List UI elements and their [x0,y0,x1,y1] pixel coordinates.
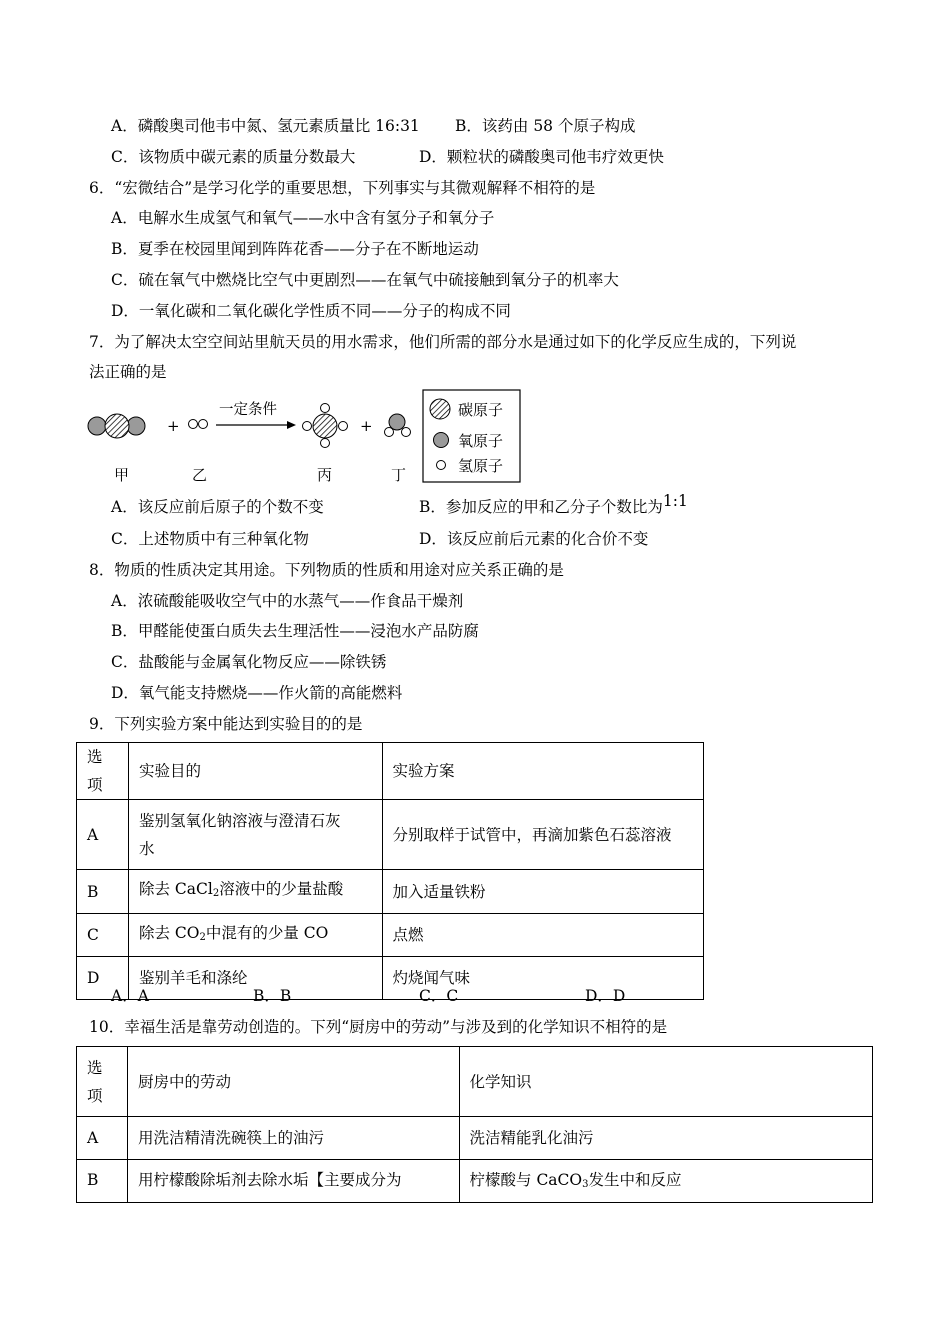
q9-stem: 9．下列实验方案中能达到实验目的的是 [89,715,363,733]
label-bing: 丙 [317,466,333,484]
row-goal [128,914,382,957]
row-labor: 用柠檬酸除垢剂去除水垢【主要成分为 [127,1160,459,1203]
q6-option-b: B．夏季在校园里闻到阵阵花香——分子在不断地运动 [111,240,479,258]
row-plan: 加入适量铁粉 [382,870,703,914]
q7-option-d: D．该反应前后元素的化合价不变 [419,530,649,548]
row-goal-subscript: 2 [212,888,220,899]
table-header-row [77,1047,873,1117]
row-labor: 用洗洁精清洗碗筷上的油污 [127,1117,459,1160]
q9-answer-c: C．C [419,987,459,1005]
header-option-line2: 项 [87,1086,103,1105]
row-goal-line1: 鉴别氢氧化钠溶液与澄清石灰 [138,811,341,830]
q5-option-c: C．该物质中碳元素的质量分数最大 [111,148,356,166]
q7-option-b [419,492,688,517]
legend [423,390,520,482]
table-row [77,1160,873,1203]
table-header-row [77,743,704,800]
row-knowledge-pre: 柠檬酸与 CaCO [469,1171,583,1189]
molecule-ding [385,414,411,437]
row-knowledge-subscript: 3 [582,1179,589,1190]
q8-option-d: D．氧气能支持燃烧——作火箭的高能燃料 [111,684,403,702]
q8-option-c: C．盐酸能与金属氧化物反应——除铁锈 [111,653,387,671]
q8-option-b: B．甲醛能使蛋白质失去生理活性——浸泡水产品防腐 [111,622,479,640]
table-row [77,870,704,914]
q5-option-b: B．该药由 58 个原子构成 [455,117,636,135]
q7-option-c: C．上述物质中有三种氧化物 [111,530,309,548]
q6-option-d: D．一氧化碳和二氧化碳化学性质不同——分子的构成不同 [111,302,511,320]
header-plan: 实验方案 [382,743,703,800]
q6-option-a: A．电解水生成氢气和氧气——水中含有氢分子和氧分子 [111,209,495,227]
legend-oxygen-label: 氧原子 [458,432,504,450]
row-option: C [77,914,129,957]
reaction-diagram [85,388,535,488]
label-ding: 丁 [391,466,407,484]
row-plan: 灼烧闻气味 [382,957,703,1000]
q7-option-b-ratio: 1:1 [662,492,688,510]
row-option: D [77,957,129,1000]
q7-option-a: A．该反应前后原子的个数不变 [111,498,324,516]
q9-table [76,742,704,1000]
table-row [77,800,704,870]
row-goal-post: 溶液中的少量盐酸 [219,880,344,898]
q9-answer-a: A．A [111,987,149,1005]
legend-hydrogen-label: 氢原子 [458,457,504,475]
molecule-yi [189,420,208,429]
plus-sign-2: + [360,417,373,435]
row-option: A [77,800,129,870]
q10-stem: 10．幸福生活是靠劳动创造的。下列“厨房中的劳动”与涉及到的化学知识不相符的是 [89,1018,668,1036]
plus-sign-1: + [167,417,180,435]
row-goal [128,800,382,870]
q8-stem: 8．物质的性质决定其用途。下列物质的性质和用途对应关系正确的是 [89,561,564,579]
q5-option-d: D．颗粒状的磷酸奥司他韦疗效更快 [419,148,664,166]
legend-carbon-symbol [430,399,450,419]
q7-option-b-text: B．参加反应的甲和乙分子个数比为 [419,498,663,516]
reaction-arrow-head [287,421,296,429]
label-yi: 乙 [192,466,208,484]
row-goal: 鉴别羊毛和涤纶 [128,957,382,1000]
row-goal-pre: 除去 CO [138,923,200,942]
row-knowledge-post: 发生中和反应 [588,1171,682,1189]
q7-stem-line1: 7．为了解决太空空间站里航天员的用水需求，他们所需的部分水是通过如下的化学反应生成的，下列说 [89,333,797,351]
row-goal-line2: 水 [138,839,155,858]
header-labor: 厨房中的劳动 [127,1047,459,1117]
q9-answer-d: D．D [585,987,626,1005]
row-plan: 点燃 [382,914,703,957]
header-goal: 实验目的 [128,743,382,800]
label-jia: 甲 [114,466,130,484]
legend-hydrogen-symbol [437,461,446,470]
q7-stem-line2: 法正确的是 [89,363,167,381]
row-knowledge: 洗洁精能乳化油污 [459,1117,872,1160]
molecule-jia [88,414,145,438]
q10-table [76,1046,873,1203]
molecule-bing [303,404,348,448]
header-knowledge: 化学知识 [459,1047,872,1117]
header-option [77,1047,128,1117]
q6-option-c: C．硫在氧气中燃烧比空气中更剧烈——在氧气中硫接触到氧分子的机率大 [111,271,619,289]
q9-answer-b: B．B [253,987,292,1005]
legend-carbon-label: 碳原子 [458,401,504,419]
row-option: B [77,870,129,914]
q6-stem: 6．“宏微结合”是学习化学的重要思想，下列事实与其微观解释不相符的是 [89,179,596,197]
reaction-condition: 一定条件 [219,402,277,418]
header-option-line1: 选 [87,1058,103,1077]
row-option: B [77,1160,128,1203]
row-goal [128,870,382,914]
row-knowledge [459,1160,872,1203]
table-row [77,1117,873,1160]
header-option: 选项 [77,743,129,800]
legend-oxygen-symbol [434,433,449,448]
q8-option-a: A．浓硫酸能吸收空气中的水蒸气——作食品干燥剂 [111,592,464,610]
row-plan: 分别取样于试管中，再滴加紫色石蕊溶液 [382,800,703,870]
q5-option-a: A．磷酸奥司他韦中氮、氢元素质量比 16:31 [111,117,420,135]
table-row [77,914,704,957]
row-goal-subscript: 2 [199,931,206,943]
row-option: A [77,1117,128,1160]
row-goal-pre: 除去 CaCl [138,880,213,898]
row-goal-post: 中混有的少量 CO [205,923,329,942]
